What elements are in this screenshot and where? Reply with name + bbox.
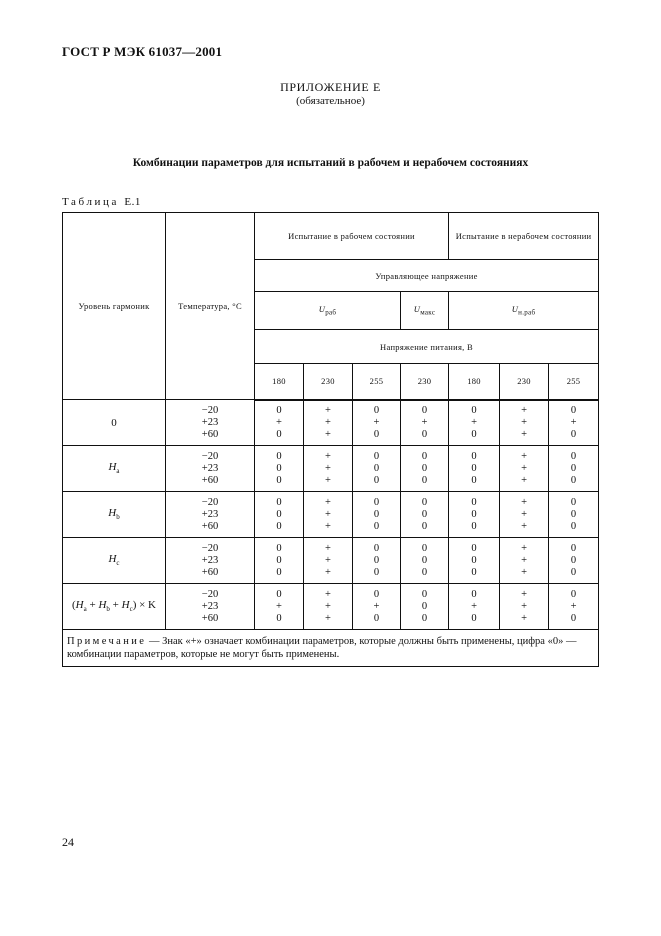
- voltage-cell: 255: [353, 364, 401, 400]
- appendix-title: ПРИЛОЖЕНИЕ Е: [280, 80, 381, 94]
- combination-cell: 0 0 0: [353, 538, 401, 584]
- combination-cell: 0 0 0: [549, 446, 599, 492]
- combination-cell: 0 + 0: [449, 400, 500, 446]
- level-cell: 0: [63, 400, 166, 446]
- temperature-cell: −20 +23 +60: [166, 446, 255, 492]
- combination-cell: 0 + 0: [255, 584, 304, 630]
- header-level: Уровень гармоник: [63, 213, 166, 400]
- header-u-work: $U_{раб}$: [255, 292, 401, 330]
- combination-cell: + + +: [304, 400, 353, 446]
- combination-cell: + + +: [500, 584, 549, 630]
- combination-cell: 0 0 0: [255, 492, 304, 538]
- table-row: [63, 446, 599, 492]
- combination-cell: + + +: [500, 446, 549, 492]
- voltage-cell: 230: [500, 364, 549, 400]
- header-temperature: Температура, °С: [166, 213, 255, 400]
- parameters-table: [62, 212, 599, 667]
- combination-cell: 0 0 0: [255, 538, 304, 584]
- level-cell: $(H_a + H_b + H_c) \times K$: [63, 584, 166, 630]
- temperature-cell: −20 +23 +60: [166, 584, 255, 630]
- header-nonoperating-test: Испытание в нерабочем состоянии: [449, 213, 599, 260]
- combination-cell: + + +: [304, 538, 353, 584]
- table-caption: [62, 196, 141, 208]
- combination-cell: + + +: [304, 492, 353, 538]
- level-cell: $H_a$: [63, 446, 166, 492]
- header-operating-test: Испытание в рабочем состоянии: [255, 213, 449, 260]
- combination-cell: + + +: [500, 400, 549, 446]
- note-text: — Знак «+» означает комбинации параметров, которые должны быть применены, цифра «0» — комбинации параметров, которые не могут быть применены.: [67, 636, 577, 660]
- combination-cell: 0 + 0: [549, 400, 599, 446]
- header-supply-voltage: Напряжение питания, В: [255, 330, 599, 364]
- combination-cell: 0 + 0: [353, 584, 401, 630]
- combination-cell: 0 0 0: [449, 538, 500, 584]
- combination-cell: 0 0 0: [549, 538, 599, 584]
- combination-cell: 0 + 0: [255, 400, 304, 446]
- temperature-cell: −20 +23 +60: [166, 538, 255, 584]
- document-header: ГОСТ Р МЭК 61037—2001: [62, 44, 223, 59]
- temperature-cell: −20 +23 +60: [166, 400, 255, 446]
- combination-cell: 0 + 0: [549, 584, 599, 630]
- table-row: [63, 492, 599, 538]
- combination-cell: 0 0 0: [549, 492, 599, 538]
- table-caption-label: Таблица: [62, 196, 119, 208]
- combination-cell: 0 0 0: [401, 446, 449, 492]
- combination-cell: 0 0 0: [353, 492, 401, 538]
- header-control-voltage: Управляющее напряжение: [255, 260, 599, 292]
- combination-cell: 0 + 0: [401, 400, 449, 446]
- combination-cell: 0 + 0: [449, 584, 500, 630]
- combination-cell: 0 0 0: [449, 492, 500, 538]
- combination-cell: 0 0 0: [353, 446, 401, 492]
- note-label: Примечание: [67, 636, 147, 647]
- main-title: Комбинации параметров для испытаний в рабочем и нерабочем состояниях: [132, 157, 529, 169]
- voltage-cell: 180: [255, 364, 304, 400]
- combination-cell: + + +: [500, 492, 549, 538]
- combination-cell: + + +: [304, 446, 353, 492]
- header-u-max: $U_{макс}$: [401, 292, 449, 330]
- level-cell: $H_b$: [63, 492, 166, 538]
- combination-cell: 0 0 0: [255, 446, 304, 492]
- appendix-subtitle: (обязательное): [296, 95, 365, 107]
- level-cell: $H_c$: [63, 538, 166, 584]
- table-note: [63, 630, 599, 667]
- page-number: 24: [62, 835, 74, 849]
- table-row: [63, 538, 599, 584]
- voltage-cell: 230: [304, 364, 353, 400]
- combination-cell: 0 0 0: [401, 584, 449, 630]
- voltage-cell: 255: [549, 364, 599, 400]
- header-u-nonwork: $U_{н.раб}$: [449, 292, 599, 330]
- temperature-cell: −20 +23 +60: [166, 492, 255, 538]
- combination-cell: + + +: [304, 584, 353, 630]
- combination-cell: 0 0 0: [449, 446, 500, 492]
- voltage-cell: 230: [401, 364, 449, 400]
- table-row: [63, 584, 599, 630]
- voltage-cell: 180: [449, 364, 500, 400]
- combination-cell: 0 0 0: [401, 538, 449, 584]
- table-row: [63, 400, 599, 446]
- combination-cell: 0 0 0: [401, 492, 449, 538]
- combination-cell: + + +: [500, 538, 549, 584]
- table-caption-number: Е.1: [124, 196, 141, 208]
- combination-cell: 0 + 0: [353, 400, 401, 446]
